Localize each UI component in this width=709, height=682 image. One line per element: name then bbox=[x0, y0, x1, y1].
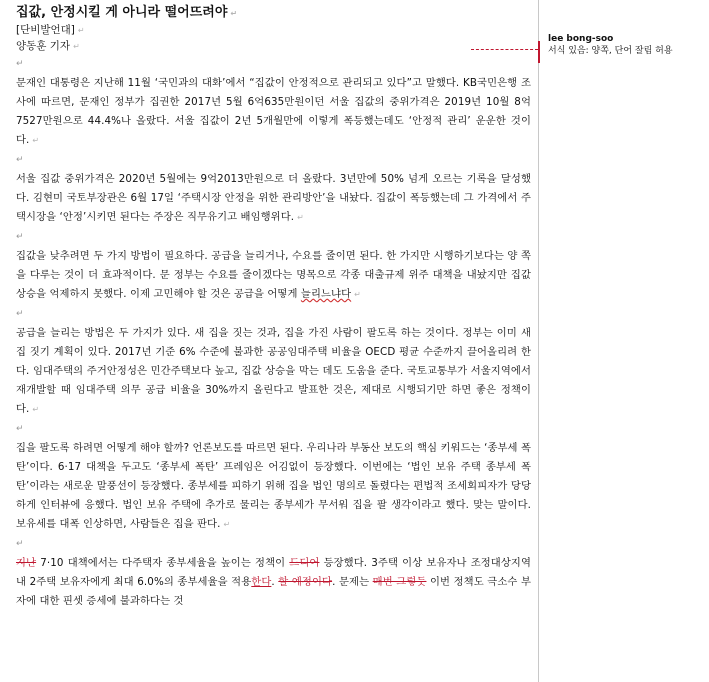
paragraph-5[interactable] bbox=[16, 439, 531, 534]
deleted-text[interactable]: 드디어 bbox=[289, 557, 320, 569]
empty-paragraph[interactable]: ↵ bbox=[16, 424, 24, 434]
deleted-text[interactable]: 지난 bbox=[16, 557, 37, 569]
section-text: [단비발언대] bbox=[16, 24, 75, 36]
paragraph-text: 공급을 늘리는 방법은 두 가지가 있다. 새 집을 짓는 것과, 집을 가진 사람이 팔도록 하는 것이다. 정부는 이미 새 집 짓기 계획이 있다. 2017년 기준 6% 수준에 불과한 공공임대주택 비율을 OECD 평균 수준까지 끌어올리려 한다. 임대주택의 주거안정성은 민간주택보다 높고, 집값 상승을 막는 데도 도움을 준다. 국토교통부가 서울지역에서 재개발할 때 임대주택 의무 공급 비율을 30%까지 올린다고 발표한 것은, 제대로 시행되기만 하면 좋은 정책이다. bbox=[16, 327, 531, 415]
empty-paragraph[interactable]: ↵ bbox=[16, 309, 24, 319]
paragraph-mark-icon: ↵ bbox=[297, 213, 304, 222]
paragraph-text: 문재인 대통령은 지난해 11월 ‘국민과의 대화’에서 “집값이 안정적으로 관리되고 있다”고 말했다. KB국민은행 조사에 따르면, 문재인 정부가 집권한 2017년 5월 6억635만원이던 서울 집값의 중위가격은 2019년 10월 8억7527만원으로 44.4%나 올랐다. 서울 집값이 2년 5개월만에 이렇게 폭등했는데도 ‘안정적 관리’ 운운한 것이다. bbox=[16, 77, 531, 146]
paragraph-text: 이번 정책도 극소수 부자에 대한 핀셋 증세에 불과하다는 것 bbox=[16, 576, 532, 607]
paragraph-mark-icon: ↵ bbox=[32, 405, 40, 414]
paragraph-text: 서울 집값 중위가격은 2020년 5월에는 9억2013만원으로 더 올랐다. 3년만에 50% 넘게 오르는 기록을 달성했다. 김현미 국토부장관은 6월 17일 ‘주택시장 안정을 위한 관리방안’을 내놨다. 집값이 폭등했는데 그 가격에서 주택시장을 ‘안정’시키면 된다는 주장은 직무유기고 배임행위다. bbox=[16, 173, 531, 223]
byline-text: 양동훈 기자 bbox=[16, 40, 71, 52]
paragraph-mark-icon: ↵ bbox=[77, 26, 85, 35]
paragraph-6[interactable] bbox=[16, 554, 531, 611]
paragraph-2[interactable] bbox=[16, 170, 531, 227]
comment-balloon[interactable] bbox=[548, 33, 703, 57]
empty-paragraph[interactable]: ↵ bbox=[16, 232, 24, 242]
section-label[interactable] bbox=[16, 22, 531, 38]
spelling-error-text[interactable]: 늘리느냐다 bbox=[300, 288, 352, 300]
comment-connector-line bbox=[471, 49, 538, 50]
empty-paragraph[interactable]: ↵ bbox=[16, 155, 24, 165]
empty-paragraph[interactable]: ↵ bbox=[16, 59, 24, 69]
paragraph-mark-icon: ↵ bbox=[230, 9, 238, 18]
title-text: 집값, 안정시킬 게 아니라 떨어뜨려야 bbox=[16, 5, 228, 20]
document-title[interactable] bbox=[16, 4, 531, 22]
inserted-text[interactable]: 한다 bbox=[251, 576, 272, 588]
paragraph-1[interactable] bbox=[16, 74, 531, 150]
paragraph-3[interactable] bbox=[16, 247, 531, 304]
paragraph-mark-icon: ↵ bbox=[32, 136, 40, 145]
paragraph-mark-icon: ↵ bbox=[73, 42, 80, 51]
deleted-text[interactable]: 매번 그렇듯 bbox=[372, 576, 427, 588]
deleted-text[interactable]: 할 예정이다 bbox=[278, 576, 333, 588]
paragraph-4[interactable] bbox=[16, 324, 531, 419]
paragraph-text: . bbox=[271, 576, 279, 588]
comment-margin bbox=[538, 0, 709, 682]
paragraph-text: 7·10 대책에서는 다주택자 종부세율을 높이는 정책이 bbox=[36, 557, 290, 569]
paragraph-text: 등장했다. 3주택 이상 보유자나 조정대상지역 내 2주택 보유자에게 최대 6.0%의 종부세율을 적용 bbox=[16, 557, 531, 588]
comment-author: lee bong-soo bbox=[548, 34, 614, 44]
paragraph-mark-icon: ↵ bbox=[223, 520, 231, 529]
paragraph-text: 집을 팔도록 하려면 어떻게 해야 할까? 언론보도를 따르면 된다. 우리나라 부동산 보도의 핵심 키워드는 ‘종부세 폭탄’이다. 6·17 대책을 두고도 ‘종부세 폭탄’ 프레임은 어김없이 등장했다. 이번에는 ‘법인 보유 주택 종부세 폭탄’이라는 새로운 말풍선이 등장했다. 종부세를 피하기 위해 집을 법인 명의로 돌렸다는 편법적 조세회피자가 당당하게 인터뷰에 응했다. 법인 보유 주택에 추가로 물리는 종부세가 무서워 집을 팔 생각이라고 했다. 맞는 말이다. 보유세를 대폭 인상하면, 사람들은 집을 판다. bbox=[16, 442, 532, 530]
comment-bar bbox=[538, 41, 540, 63]
paragraph-text: 집값을 낮추려면 두 가지 방법이 필요하다. 공급을 늘리거나, 수요를 줄이면 된다. 한 가지만 시행하기보다는 양 쪽을 다루는 것이 더 효과적이다. 문 정부는 수요를 줄이겠다는 명목으로 각종 대출규제 위주 대책을 내놨지만 집값 상승을 억제하지 못했다. 이제 고민해야 할 것은 공급을 어떻게 bbox=[16, 250, 531, 300]
byline[interactable] bbox=[16, 38, 531, 54]
paragraph-text: . 문제는 bbox=[332, 576, 373, 588]
paragraph-mark-icon: ↵ bbox=[354, 290, 361, 299]
document-body bbox=[16, 0, 531, 611]
comment-text: 서식 있음: 양쪽, 단어 잘림 허용 bbox=[548, 46, 673, 56]
empty-paragraph[interactable]: ↵ bbox=[16, 539, 24, 549]
